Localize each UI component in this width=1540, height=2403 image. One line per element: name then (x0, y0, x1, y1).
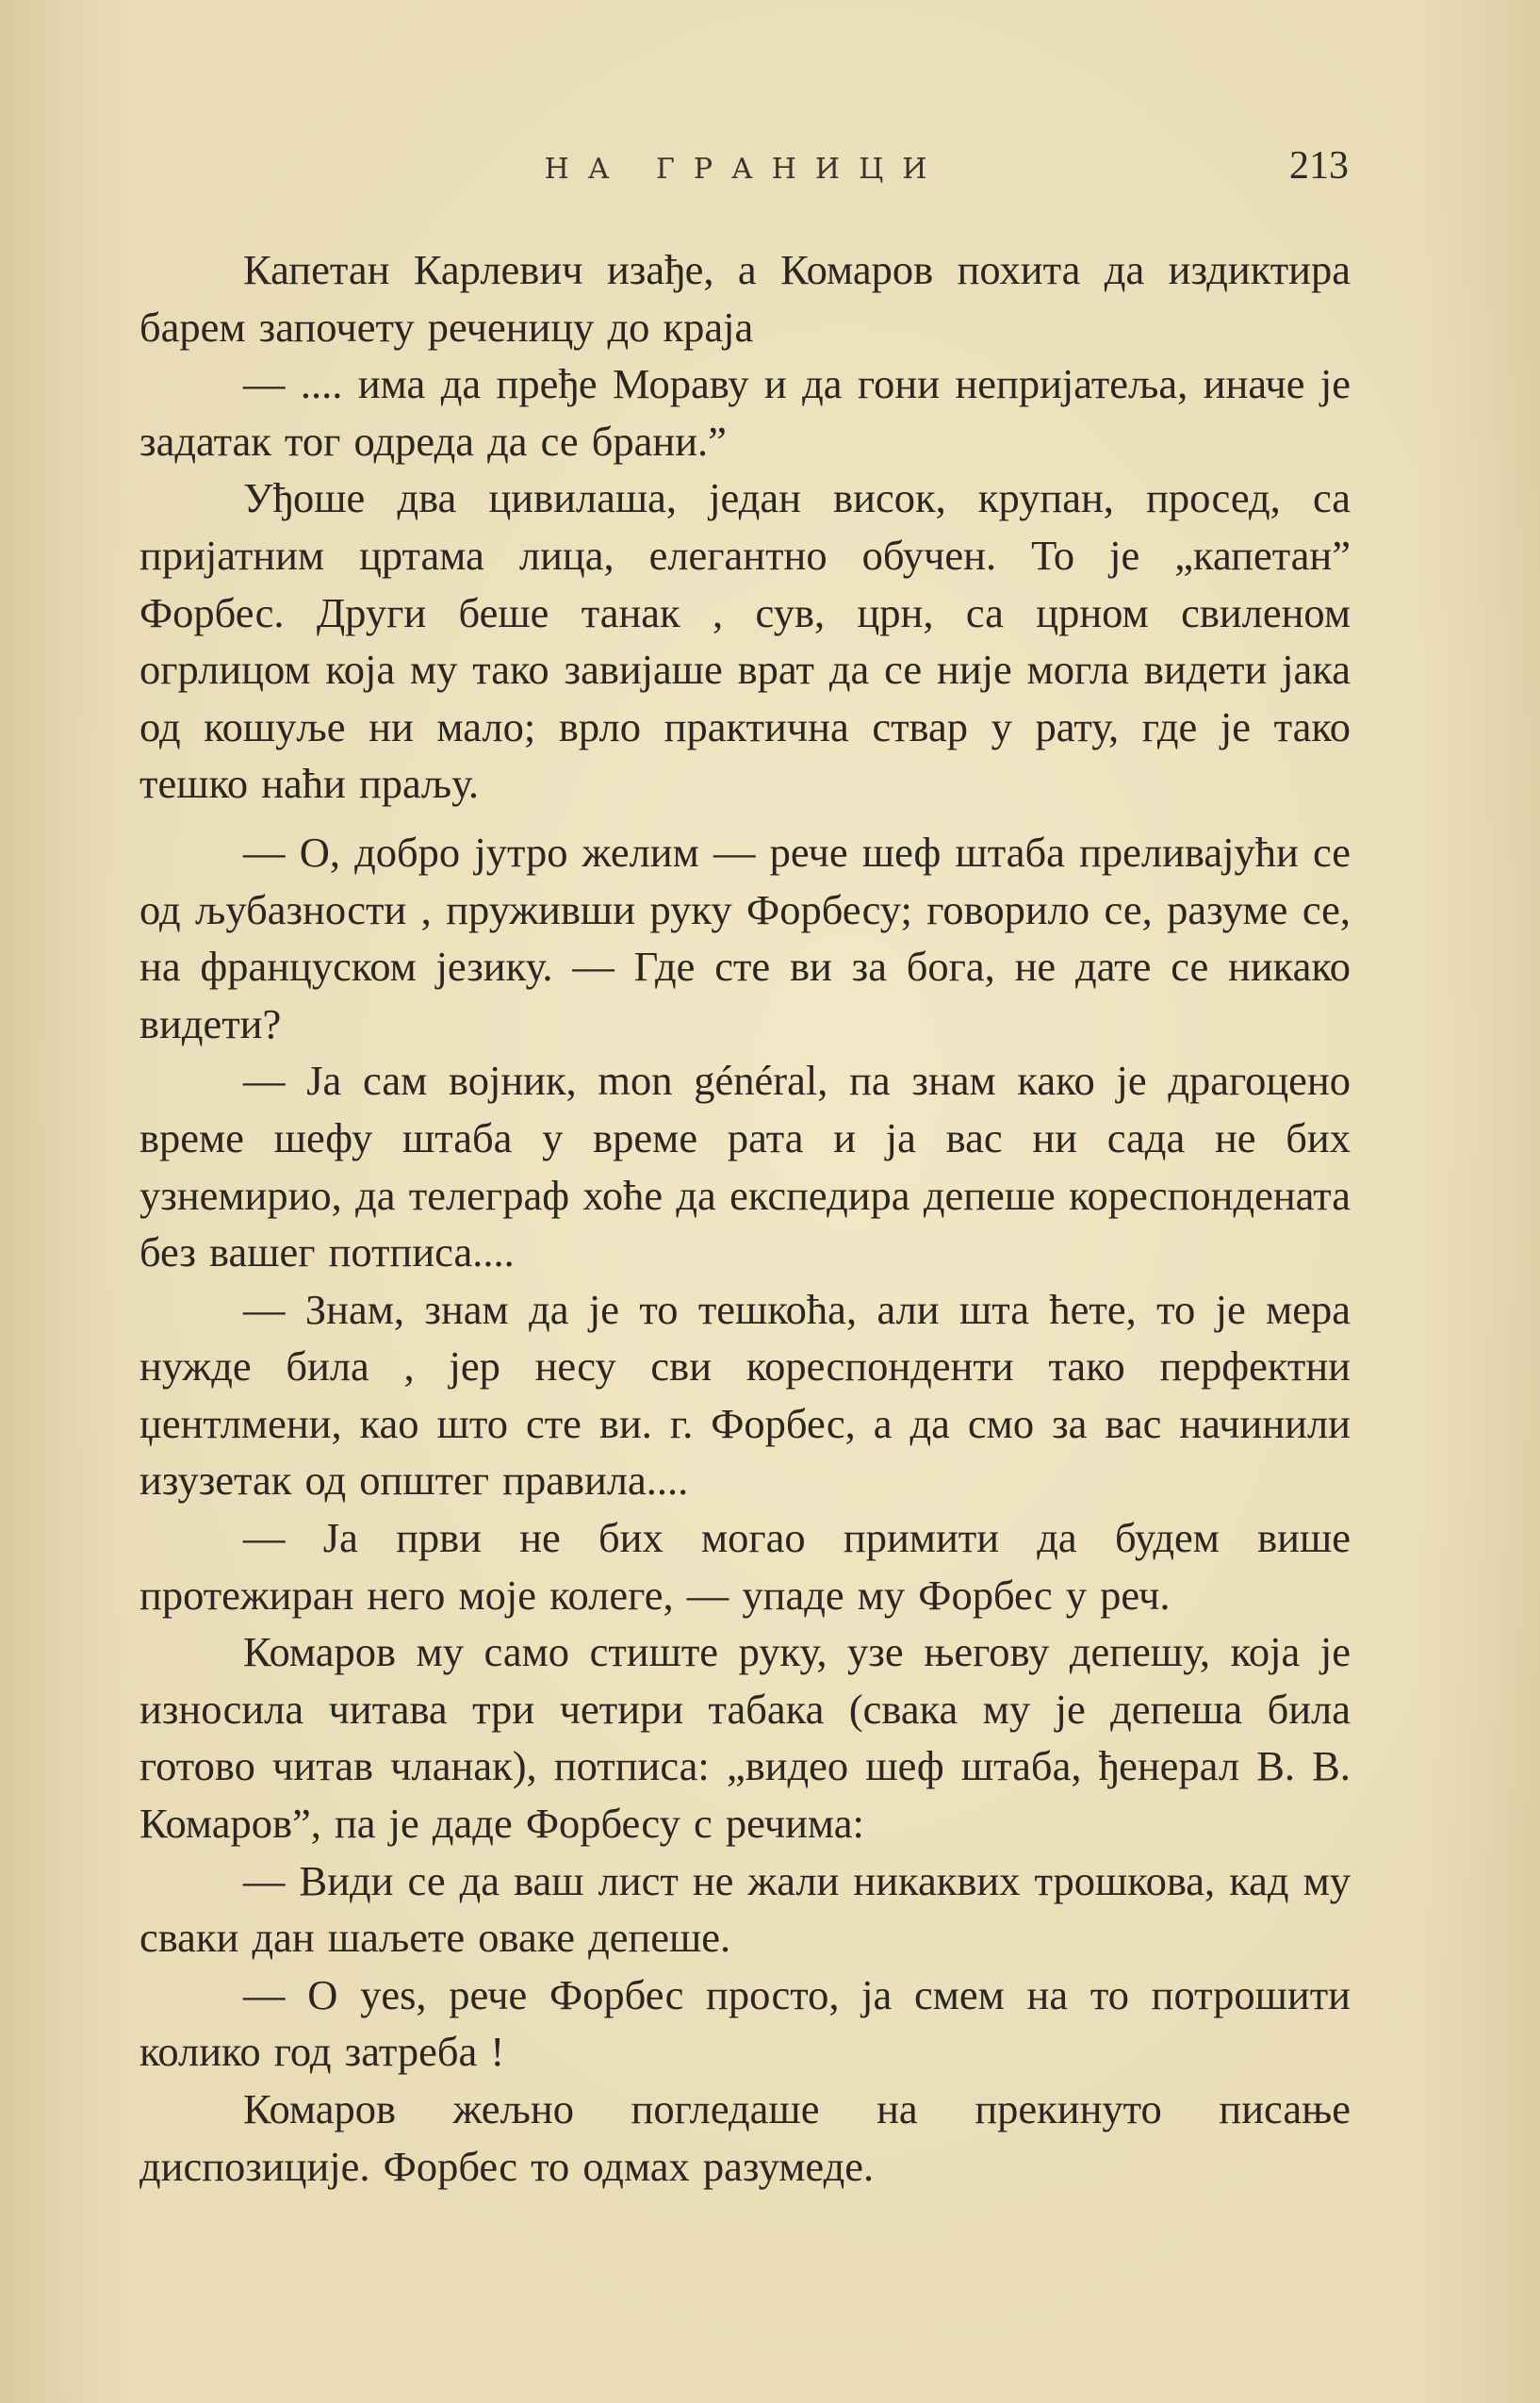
paragraph: Капетан Карлевич изађе, а Комаров похита да издиктира барем започету реченицу до краја (139, 246, 1351, 351)
page-header (139, 143, 1351, 200)
page-number: 213 (1289, 144, 1349, 188)
running-head: НА ГРАНИЦИ (544, 153, 946, 186)
paragraph: Комаров му само стиште руку, узе његову депешу, која је износила читава три четири табака (свака му је депеша била готово читав чланак), потписа: „видео шеф штаба, ђенерал В. В. Комаров”, па је даде Форбесу с речима: (139, 1628, 1351, 1848)
paragraph: — Ја сам војник, mon général, па знам како је драгоцено време шефу штаба у време рата и ја вас ни сада не бих узнемирио, да телеграф хоће да експедира депеше кореспондената без вашег потписа.... (139, 1057, 1351, 1276)
paragraph: — О yes, рече Форбес просто, ја смем на то потрошити колико год затреба ! (139, 1970, 1351, 2076)
paragraph: — .... има да пређе Мораву и да гони непријатеља, иначе је задатак тог одреда да се брани.” (139, 360, 1351, 465)
paragraph: — Знам, знам да је то тешкоћа, али шта ћете, то је мера нужде била , јер несу сви кореспонденти тако перфектни џентлмени, као што сте ви. г. Форбес, а да смо за вас начинили изузетак од општег правила.... (139, 1285, 1351, 1505)
body-text (139, 241, 1351, 2195)
paragraph: — Ја први не бих могао примити да будем више протежиран него моје колеге, — упаде му Форбес у реч. (139, 1514, 1351, 1619)
paragraph: Уђоше два цивилаша, један висок, крупан, просед, са пријатним цртама лица, елегантно обучен. То је „капетан” Форбес. Други беше танак , сув, црн, са црном свиленом огрлицом која му тако завијаше врат да се није могла видети јака од кошуље ни мало; врло практична ствар у рату, где је тако тешко наћи праљу. (139, 474, 1351, 808)
paragraph: Комаров жељно погледаше на прекинуто писање диспозиције. Форбес то одмах разумеде. (139, 2085, 1351, 2190)
paragraph: — Види се да ваш лист не жали никаквих трошкова, кад му сваки дан шаљете оваке депеше. (139, 1856, 1351, 1962)
paragraph: — О, добро јутро желим — рече шеф штаба преливајући се од љубазности , пруживши руку Форбесу; говорило се, разуме се, на француском језику. — Где сте ви за бога, не дате се никако видети? (139, 828, 1351, 1047)
